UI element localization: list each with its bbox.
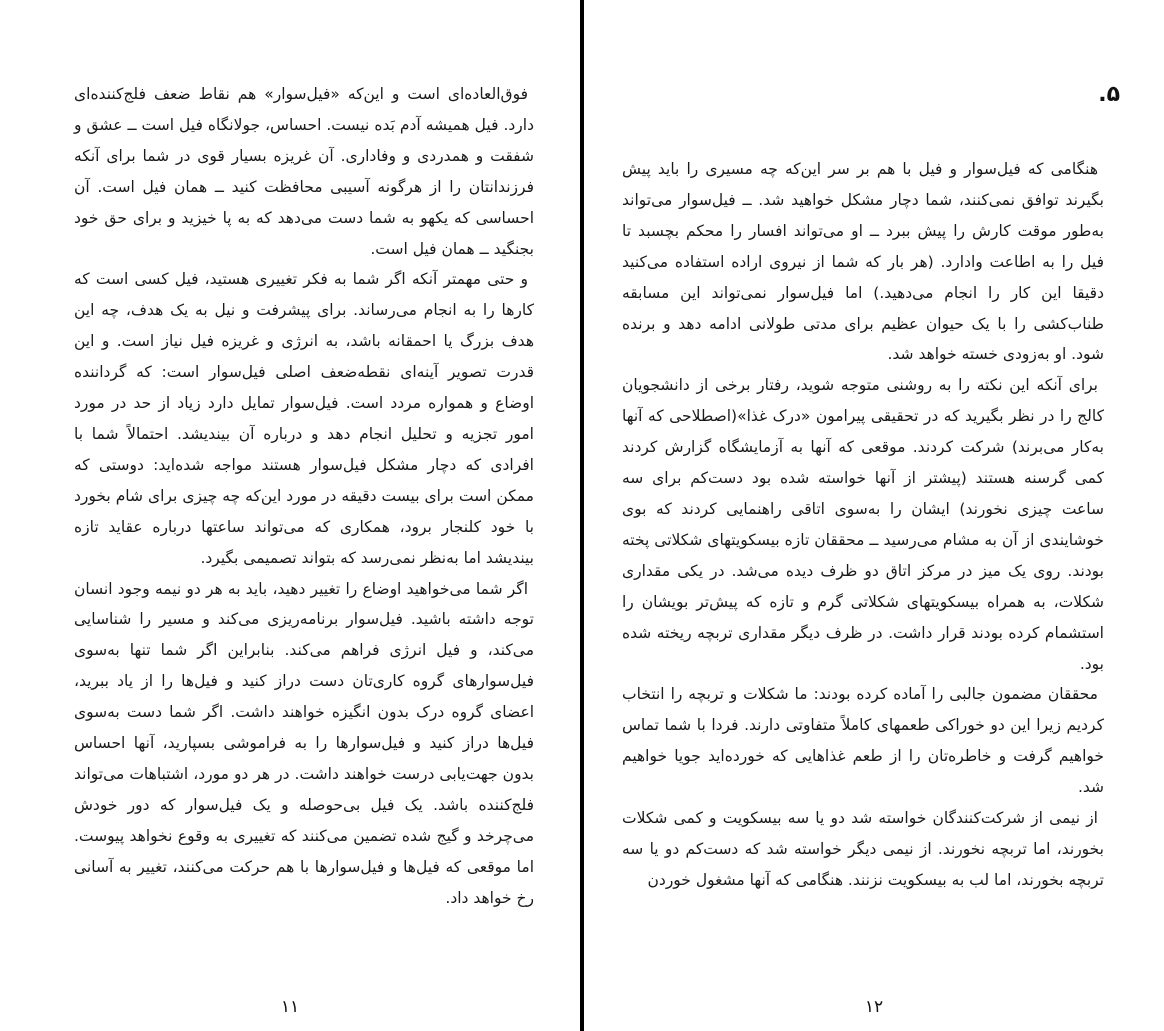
paragraph: و حتی مهمتر آنکه اگر شما به فکر تغییری هستید، فیل کسی است که کارها را به انجام می‌رساند. برای پیشرفت و نیل به یک هدف، چه این هدف بزرگ یا احمقانه باشد، به انرژی و غریزه فیل نیاز است. و این قدرت تصویر آینه‌ای نقطه‌ضعف اصلی فیل‌سوار است: که گرداننده اوضاع و همواره مردد است. فیل‌سوار تمایل دارد زیاد از حد در مورد امور تجزیه و تحلیل انجام دهد و درباره آن بیندیشد. احتمالاً شما با افرادی که دچار مشکل فیل‌سوار هستند مواجه شده‌اید: دوستی که ممکن است برای بیست دقیقه در مورد این‌که چه چیزی برای شام بخورد با خود کلنجار برود، همکاری که می‌تواند ساعتها درباره عقاید تازه بیندیشد اما به‌نظر نمی‌رسد که بتواند تصمیمی بگیرد.	[74, 270, 534, 567]
left-page	[0, 0, 580, 1031]
chapter-number: ۵.	[1098, 82, 1120, 107]
page-number: ۱۲	[864, 997, 884, 1017]
paragraph: برای آنکه این نکته را به روشنی متوجه شوید، رفتار برخی از دانشجویان کالج را در نظر بگیرید که در تحقیقی پیرامون «درک غذا»(اصطلاحی که آنها به‌کار می‌برند) شرکت کردند. موقعی که آنها به آزمایشگاه گزارش کردند کمی گرسنه هستند (پیشتر از آنها خواسته شده بود دست‌کم برای سه ساعت چیزی نخورند) ایشان را به‌سوی اتاقی راهنمایی کردند که بوی خوشایندی از آن به مشام می‌رسید ــ محققان تازه بیسکویتهای شکلاتی پخته بودند. روی یک میز در مرکز اتاق دو ظرف دیده می‌شد. در یکی مقداری شکلات، به همراه بیسکویتهای شکلاتی گرم و تازه که پیش‌تر بویشان را استشمام کرده بودند قرار داشت. در ظرف دیگر مقداری تربچه ریخته شده بود.	[622, 376, 1104, 673]
paragraph: هنگامی که فیل‌سوار و فیل با هم بر سر این‌که چه مسیری را باید پیش بگیرند توافق نمی‌کنند، شما دچار مشکل خواهید شد. ــ فیل‌سوار می‌تواند به‌طور موقت کارش را پیش ببرد ــ او می‌تواند افسار را محکم بچسبد تا فیل را به اطاعت وادارد. (هر بار که شما از نیروی اراده استفاده می‌کنید دقیقا این کار را انجام می‌دهید.) اما فیل‌سوار نمی‌تواند این مسابقه طناب‌کشی را با یک حیوان عظیم برای مدتی طولانی ادامه دهد و برنده شود. او به‌زودی خسته خواهد شد.	[622, 160, 1104, 364]
left-page-body	[74, 79, 534, 913]
paragraph: فوق‌العاده‌ای است و این‌که «فیل‌سوار» هم نقاط ضعف فلج‌کننده‌ای دارد. فیل همیشه آدم بَده نیست. احساس، جولانگاه فیل است ــ عشق و شفقت و همدردی و وفاداری. آن غریزه بسیار قوی در شما برای آنکه فرزندانتان را از هرگونه آسیبی محافظت کنید ــ همان فیل است. آن احساسی که یکهو به شما دست می‌دهد که به پا خیزید و برای حق خود بجنگید ــ همان فیل است.	[74, 85, 534, 258]
right-page-body	[622, 154, 1104, 896]
paragraph: اگر شما می‌خواهید اوضاع را تغییر دهید، باید به هر دو نیمه وجود انسان توجه داشته باشید. فیل‌سوار برنامه‌ریزی می‌کند و مسیر را شناسایی می‌کند، و فیل انرژی فراهم می‌کند. بنابراین اگر شما تنها به‌سوی فیل‌سوارهای گروه کاری‌تان دست دراز کنید و فیل‌ها را از یاد ببرید، اعضای گروه درک بدون انگیزه خواهند داشت. اگر شما دست به‌سوی فیل‌ها دراز کنید و فیل‌سوارها را به فراموشی بسپارید، آنها احساس بدون جهت‌یابی درست خواهند داشت. در هر دو مورد، اشتباهات می‌تواند فلج‌کننده باشد. یک فیل بی‌حوصله و یک فیل‌سوار که دور خودش می‌چرخد و گیج شده تضمین می‌کنند که تغییری به وقوع نخواهد پیوست. اما موقعی که فیل‌ها و فیل‌سوارها با هم حرکت می‌کنند، تغییر به آسانی رخ خواهد داد.	[74, 579, 534, 907]
page-number: ۱۱	[280, 997, 300, 1017]
right-page	[584, 0, 1164, 1031]
paragraph: محققان مضمون جالبی را آماده کرده بودند: ما شکلات و تربچه را انتخاب کردیم زیرا این دو خوراکی طعمهای کاملاً متفاوتی دارند. فردا با شما تماس خواهیم گرفت و خاطره‌تان را از طعم غذاهایی که خورده‌اید جویا خواهیم شد.	[622, 685, 1104, 797]
paragraph: از نیمی از شرکت‌کنندگان خواسته شد دو یا سه بیسکویت و کمی شکلات بخورند، اما تربچه نخورند. از نیمی دیگر خواسته شد که دست‌کم دو یا سه تربچه بخورند، اما لب به بیسکویت نزنند. هنگامی که آنها مشغول خوردن	[622, 809, 1104, 889]
